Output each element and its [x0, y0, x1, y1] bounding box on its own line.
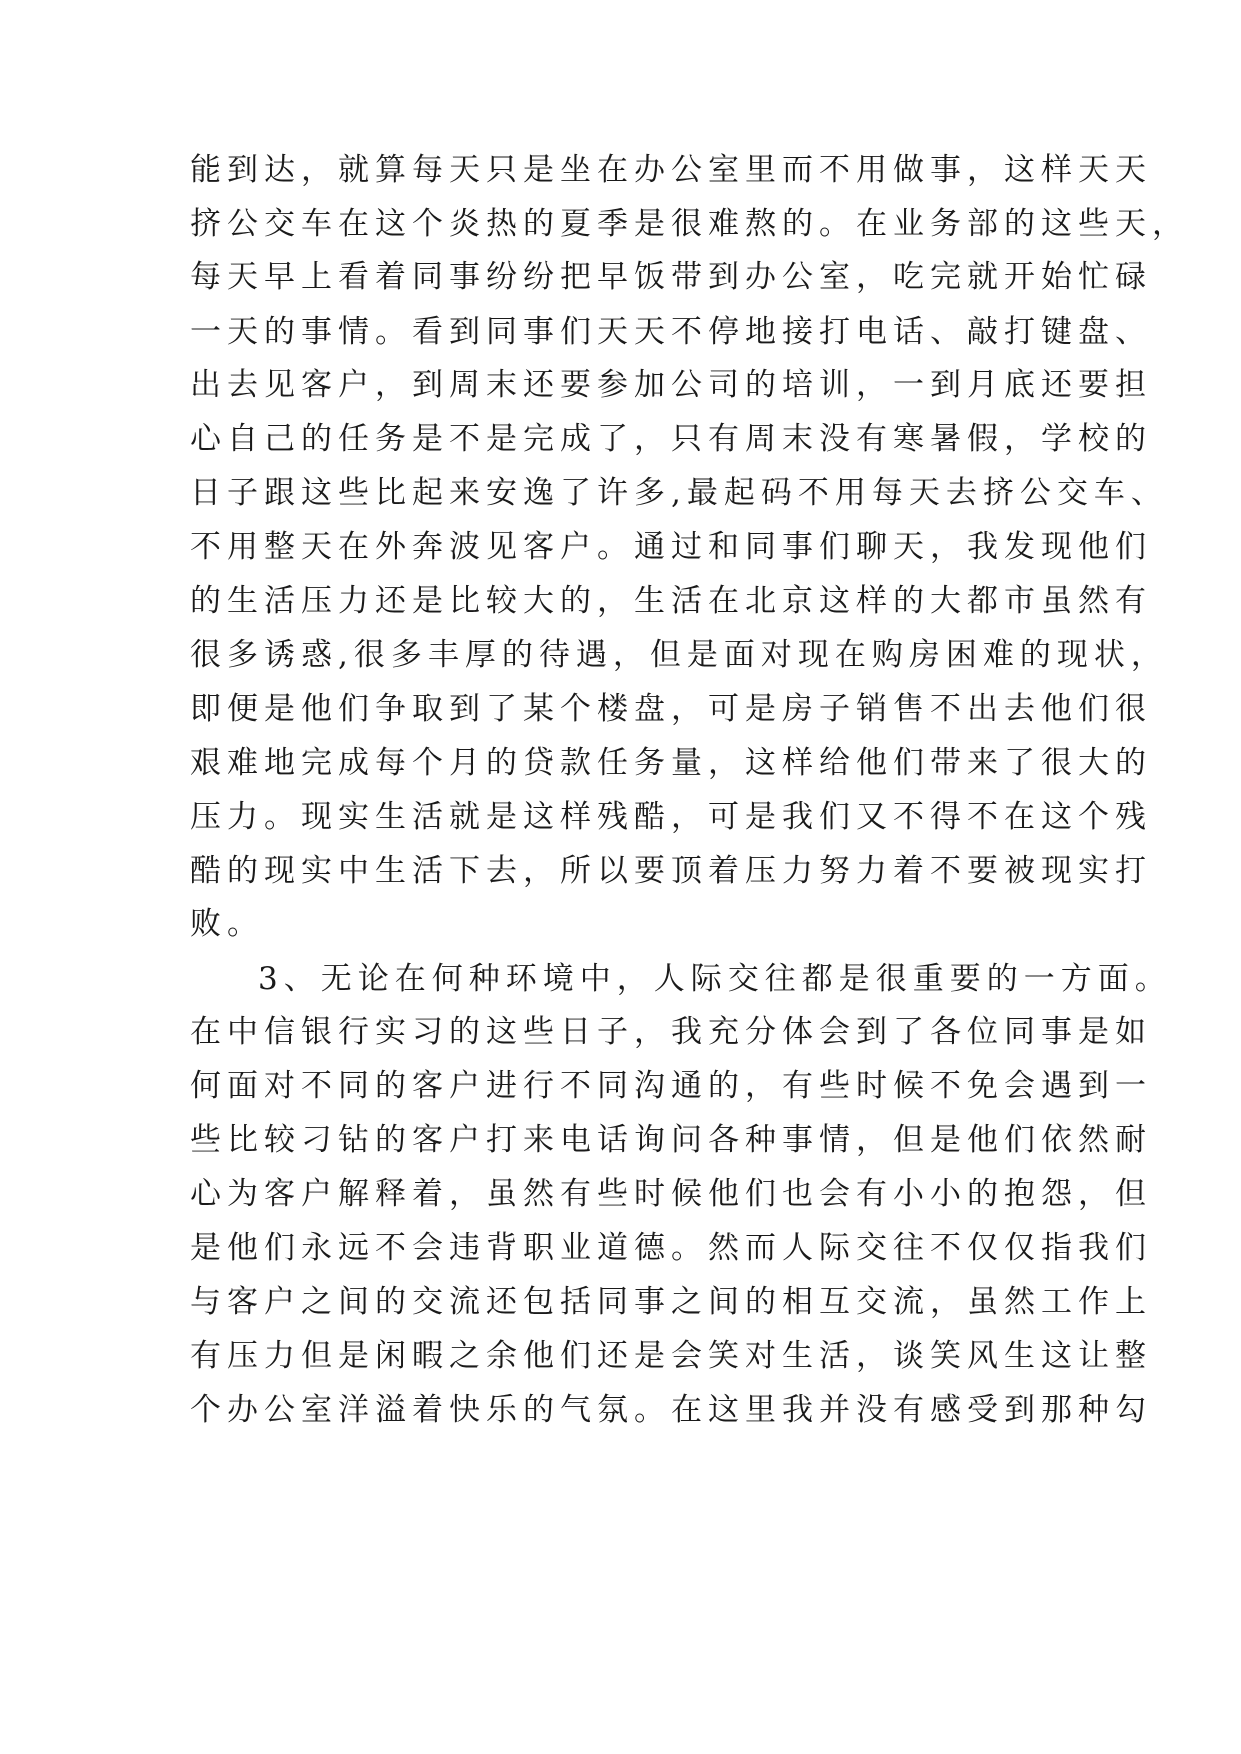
text-line: 3、无论在何种环境中，人际交往都是很重要的一方面。 [258, 961, 1172, 997]
text-line: 败。 [190, 906, 264, 942]
text-line: 很多诱惑,很多丰厚的待遇，但是面对现在购房困难的现状， [190, 637, 1168, 673]
text-line: 的生活压力还是比较大的，生活在北京这样的大都市虽然有 [190, 583, 1152, 619]
text-line: 有压力但是闲暇之余他们还是会笑对生活，谈笑风生这让整 [190, 1338, 1152, 1374]
text-line: 是他们永远不会违背职业道德。然而人际交往不仅仅指我们 [190, 1230, 1152, 1266]
text-line: 挤公交车在这个炎热的夏季是很难熬的。在业务部的这些天， [190, 206, 1189, 242]
text-line: 不用整天在外奔波见客户。通过和同事们聊天，我发现他们 [190, 529, 1152, 565]
text-line: 个办公室洋溢着快乐的气氛。在这里我并没有感受到那种勾 [190, 1392, 1152, 1428]
text-line: 每天早上看着同事纷纷把早饭带到办公室，吃完就开始忙碌 [190, 259, 1152, 295]
text-line: 日子跟这些比起来安逸了许多,最起码不用每天去挤公交车、 [190, 475, 1168, 511]
text-line: 一天的事情。看到同事们天天不停地接打电话、敲打键盘、 [190, 314, 1152, 350]
text-line: 艰难地完成每个月的贷款任务量，这样给他们带来了很大的 [190, 745, 1152, 781]
text-line: 心自己的任务是不是完成了，只有周末没有寒暑假，学校的 [190, 421, 1152, 457]
text-line: 能到达，就算每天只是坐在办公室里而不用做事，这样天天 [190, 152, 1152, 188]
text-line: 心为客户解释着，虽然有些时候他们也会有小小的抱怨，但 [190, 1176, 1152, 1212]
text-line: 何面对不同的客户进行不同沟通的，有些时候不免会遇到一 [190, 1068, 1152, 1104]
text-line: 压力。现实生活就是这样残酷，可是我们又不得不在这个残 [190, 799, 1152, 835]
text-line: 即便是他们争取到了某个楼盘，可是房子销售不出去他们很 [190, 691, 1152, 727]
text-line: 在中信银行实习的这些日子，我充分体会到了各位同事是如 [190, 1014, 1152, 1050]
text-line: 酷的现实中生活下去，所以要顶着压力努力着不要被现实打 [190, 853, 1152, 889]
text-line: 出去见客户，到周末还要参加公司的培训，一到月底还要担 [190, 367, 1152, 403]
text-line: 与客户之间的交流还包括同事之间的相互交流，虽然工作上 [190, 1284, 1152, 1320]
text-line: 些比较刁钻的客户打来电话询问各种事情，但是他们依然耐 [190, 1122, 1152, 1158]
